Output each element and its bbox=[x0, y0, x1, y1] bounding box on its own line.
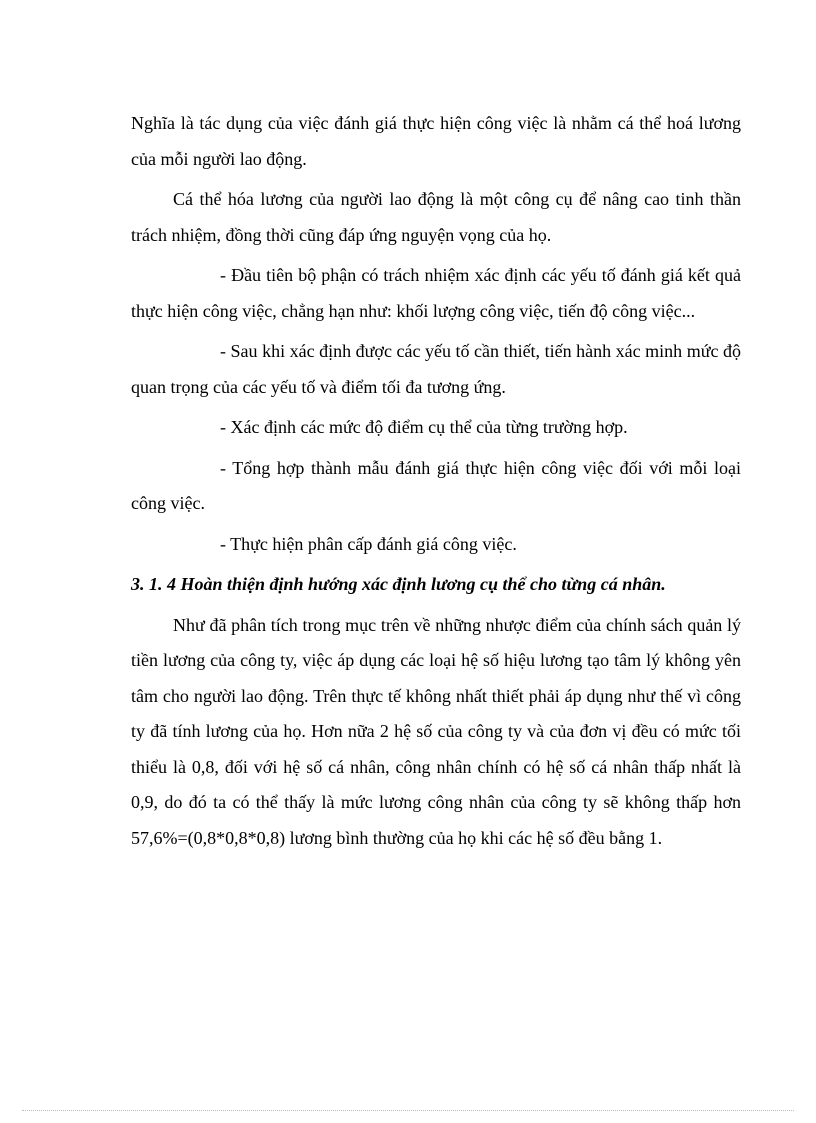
paragraph-2: Cá thể hóa lương của người lao động là một công cụ để nâng cao tinh thần trách nhiệm, đồng thời cũng đáp ứng nguyện vọng của họ. bbox=[131, 189, 741, 245]
bullet-item-3: - Xác định các mức độ điểm cụ thể của từng trường hợp. bbox=[220, 417, 628, 437]
bullet-item-1: - Đầu tiên bộ phận có trách nhiệm xác định các yếu tố đánh giá kết quả thực hiện công việc, chẳng hạn như: khối lượng công việc, tiến độ công việc... bbox=[131, 265, 741, 321]
paragraph-1: Nghĩa là tác dụng của việc đánh giá thực hiện công việc là nhằm cá thể hoá lương của mỗi người lao động. bbox=[131, 113, 741, 169]
bullet-item-4: - Tổng hợp thành mẫu đánh giá thực hiện công việc đối với mỗi loại công việc. bbox=[131, 457, 741, 513]
section-heading: 3. 1. 4 Hoàn thiện định hướng xác định lương cụ thể cho từng cá nhân. bbox=[131, 574, 666, 594]
section-paragraph: Như đã phân tích trong mục trên về những nhược điểm của chính sách quản lý tiền lương của công ty, việc áp dụng các loại hệ số hiệu lương tạo tâm lý không yên tâm cho người lao động. Trên thực tế không nhất thiết phải áp dụng như thế vì công ty đã tính lương của họ. Hơn nữa 2 hệ số của công ty và của đơn vị đều có mức tối thiểu là 0,8, đối với hệ số cá nhân, công nhân chính có hệ số cá nhân thấp nhất là 0,9, do đó ta có thể thấy là mức lương công nhân của công ty sẽ không thấp hơn 57,6%=(0,8*0,8*0,8) lương bình thường của họ khi các hệ số đều bằng 1. bbox=[131, 614, 741, 848]
document-body bbox=[131, 106, 741, 861]
bullet-item-2: - Sau khi xác định được các yếu tố cần thiết, tiến hành xác minh mức độ quan trọng của các yếu tố và điểm tối đa tương ứng. bbox=[131, 341, 741, 397]
bullet-item-5: - Thực hiện phân cấp đánh giá công việc. bbox=[220, 533, 517, 554]
page-bottom-border bbox=[22, 1110, 794, 1111]
